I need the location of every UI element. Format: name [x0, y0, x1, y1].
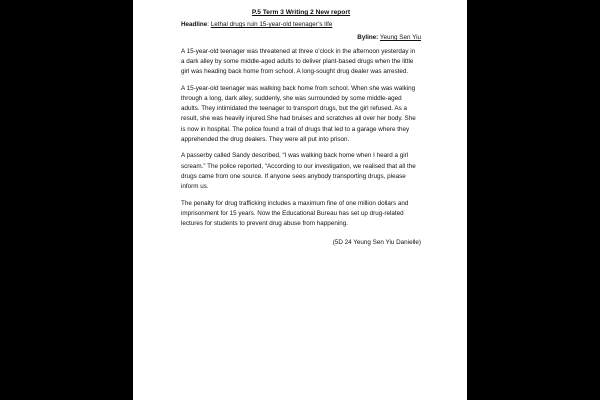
paragraph-details: A 15-year-old teenager was walking back home from school. When she was walking through a long, dark alley, suddenly, she was surrounded by some middle-aged adults. They intimidated the teenager to transport drugs, but the girl refused. As a result, she was heavily injured.She had bruises and scratches all over her body. She is now in hospital. The police found a trail of drugs that led to a garage where they apprehended the drug dealers. They were all put into prison. — [181, 84, 416, 143]
paragraph-lead: A 15-year-old teenager was threatened at three o’clock in the afternoon yesterday in a dark alley by some middle-aged adults to deliver plant-based drugs when the little girl was heading back home from school. A long-sought drug dealer was arrested. — [181, 47, 416, 76]
document-page — [133, 0, 467, 400]
headline — [181, 20, 421, 30]
headline-text: Lethal drugs ruin 15-year-old teenager’s life — [210, 21, 333, 29]
byline — [181, 33, 421, 43]
byline-label: Byline: — [357, 34, 379, 42]
paragraph-quotes: A passerby called Sandy described, “I was walking back home when I heard a girl scream.” The police reported, “According to our investigation, we realised that all the drugs came from one source. If anyone sees anybody transporting drugs, please inform us. — [181, 152, 416, 191]
author-signoff: (5D 24 Yeung Sen Yiu Danielle) — [332, 239, 421, 247]
headline-separator: : — [207, 21, 209, 29]
headline-label: Headline — [181, 21, 208, 29]
page-title: P.5 Term 3 Writing 2 New report — [251, 9, 351, 16]
paragraph-penalty: The penalty for drug trafficking includes a maximum fine of one million dollars and imprisonment for 15 years. Now the Educational Bureau has set up drug-related lectures for students to prevent drug abuse from happening. — [181, 199, 409, 228]
byline-name: Yeung Sen Yiu — [379, 34, 421, 42]
